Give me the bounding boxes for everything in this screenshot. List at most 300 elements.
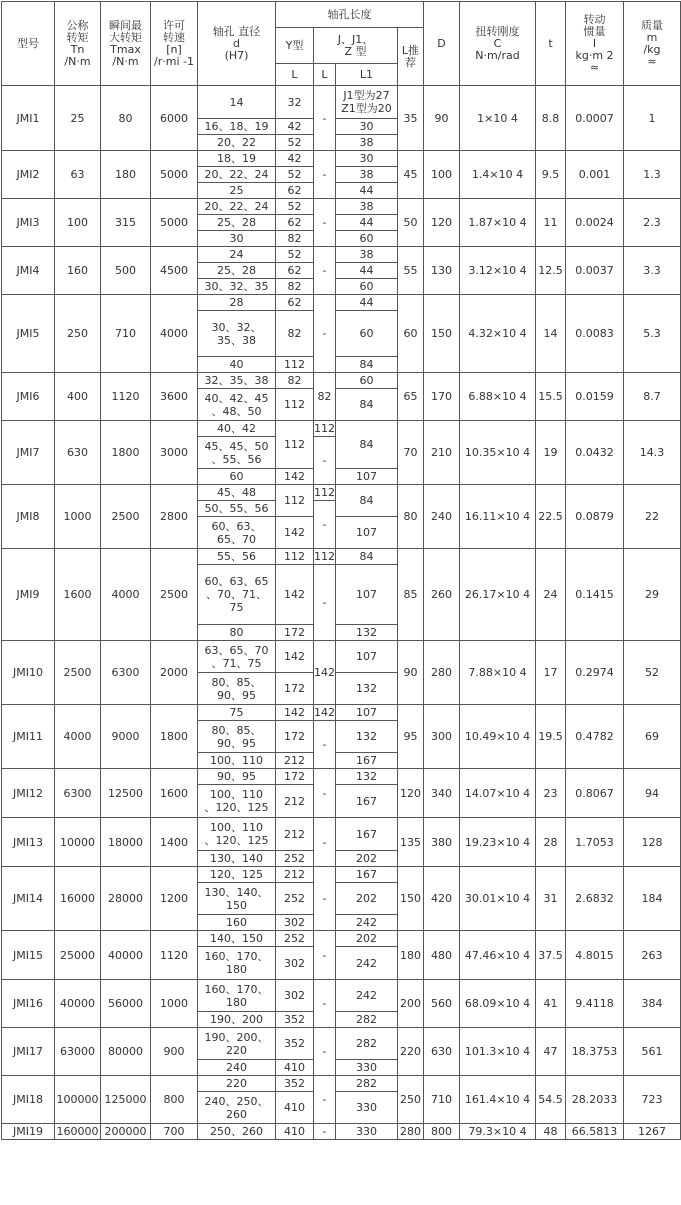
cell-tn: 100 — [55, 199, 101, 247]
cell-l-recommend: 120 — [398, 769, 424, 818]
cell-jz-l1-length: 38 — [336, 167, 398, 183]
cell-t: 22.5 — [536, 485, 566, 549]
cell-model: JMI9 — [2, 549, 55, 641]
cell-jz-l1-length: 60 — [336, 373, 398, 389]
cell-speed: 800 — [151, 1076, 198, 1124]
table-row — [2, 818, 681, 851]
table-row — [2, 199, 681, 215]
cell-bore-diameter: 160、170、 180 — [198, 980, 276, 1012]
cell-d: 560 — [424, 980, 460, 1028]
cell-speed: 2000 — [151, 641, 198, 705]
cell-mass: 29 — [624, 549, 681, 641]
cell-t: 47 — [536, 1028, 566, 1076]
cell-tmax: 4000 — [101, 549, 151, 641]
cell-jz-length: - — [314, 769, 336, 818]
cell-jz-l1-length: 202 — [336, 931, 398, 947]
cell-bore-diameter: 100、110 — [198, 753, 276, 769]
cell-tmax: 80000 — [101, 1028, 151, 1076]
cell-jz-l1-length: 30 — [336, 151, 398, 167]
header-jz-type: J、J1、 Z 型 — [314, 28, 398, 64]
cell-stiffness: 6.88×10 4 — [460, 373, 536, 421]
cell-model: JMI13 — [2, 818, 55, 867]
header-tn: 公称 转矩 Tn /N·m — [55, 2, 101, 86]
cell-speed: 5000 — [151, 151, 198, 199]
cell-stiffness: 1×10 4 — [460, 86, 536, 151]
header-l-recommend: L推 荐 — [398, 28, 424, 86]
cell-tmax: 2500 — [101, 485, 151, 549]
table-row — [2, 86, 681, 119]
cell-y-length: 82 — [276, 231, 314, 247]
cell-speed: 6000 — [151, 86, 198, 151]
cell-jz-length: - — [314, 721, 336, 769]
cell-jz-l1-length: 282 — [336, 1012, 398, 1028]
cell-t: 24 — [536, 549, 566, 641]
cell-jz-l1-length: 60 — [336, 279, 398, 295]
cell-model: JMI3 — [2, 199, 55, 247]
cell-speed: 1800 — [151, 705, 198, 769]
cell-tmax: 200000 — [101, 1124, 151, 1140]
cell-y-length: 42 — [276, 151, 314, 167]
cell-bore-diameter: 20、22、24 — [198, 199, 276, 215]
cell-t: 14 — [536, 295, 566, 373]
cell-inertia: 18.3753 — [566, 1028, 624, 1076]
cell-d: 380 — [424, 818, 460, 867]
cell-bore-diameter: 60、63、65 、70、71、 75 — [198, 565, 276, 625]
table-header — [2, 2, 681, 86]
cell-inertia: 0.2974 — [566, 641, 624, 705]
cell-stiffness: 10.35×10 4 — [460, 421, 536, 485]
cell-d: 630 — [424, 1028, 460, 1076]
coupling-spec-table — [1, 1, 681, 1140]
cell-y-length: 32 — [276, 86, 314, 119]
cell-stiffness: 3.12×10 4 — [460, 247, 536, 295]
header-jz-L1: L1 — [336, 64, 398, 86]
table-row — [2, 151, 681, 167]
cell-jz-l1-length: 107 — [336, 517, 398, 549]
cell-jz-l1-length: 167 — [336, 753, 398, 769]
cell-inertia: 9.4118 — [566, 980, 624, 1028]
cell-l-recommend: 95 — [398, 705, 424, 769]
table-row — [2, 485, 681, 501]
cell-d: 300 — [424, 705, 460, 769]
table-row — [2, 373, 681, 389]
cell-bore-diameter: 90、95 — [198, 769, 276, 785]
cell-d: 420 — [424, 867, 460, 931]
header-jz-L: L — [314, 64, 336, 86]
cell-stiffness: 19.23×10 4 — [460, 818, 536, 867]
cell-y-length: 212 — [276, 867, 314, 883]
cell-d: 800 — [424, 1124, 460, 1140]
cell-inertia: 0.0037 — [566, 247, 624, 295]
cell-model: JMI18 — [2, 1076, 55, 1124]
cell-t: 19.5 — [536, 705, 566, 769]
cell-y-length: 352 — [276, 1076, 314, 1092]
cell-speed: 4000 — [151, 295, 198, 373]
cell-bore-diameter: 16、18、19 — [198, 119, 276, 135]
cell-jz-length: 82 — [314, 373, 336, 421]
cell-y-length: 212 — [276, 785, 314, 818]
cell-tmax: 28000 — [101, 867, 151, 931]
cell-d: 210 — [424, 421, 460, 485]
cell-bore-diameter: 32、35、38 — [198, 373, 276, 389]
cell-jz-length: 112 — [314, 550, 335, 563]
cell-inertia: 1.7053 — [566, 818, 624, 867]
cell-t: 31 — [536, 867, 566, 931]
cell-inertia: 0.1415 — [566, 549, 624, 641]
cell-l-recommend: 200 — [398, 980, 424, 1028]
cell-stiffness: 1.87×10 4 — [460, 199, 536, 247]
cell-mass: 1 — [624, 86, 681, 151]
cell-y-length: 352 — [276, 1028, 314, 1060]
cell-jz-length: - — [314, 1076, 336, 1124]
cell-y-length: 52 — [276, 199, 314, 215]
cell-inertia: 0.4782 — [566, 705, 624, 769]
cell-tmax: 9000 — [101, 705, 151, 769]
table-row — [2, 980, 681, 1012]
cell-model: JMI7 — [2, 421, 55, 485]
cell-tmax: 80 — [101, 86, 151, 151]
cell-y-length: 82 — [276, 279, 314, 295]
cell-model: JMI15 — [2, 931, 55, 980]
table-row — [2, 867, 681, 883]
header-inertia: 转动 惯量 I kg·m 2 ≈ — [566, 2, 624, 86]
cell-jz-length: - — [314, 295, 336, 373]
cell-t: 8.8 — [536, 86, 566, 151]
cell-y-length: 410 — [276, 1092, 314, 1124]
cell-y-length: 142 — [276, 565, 314, 625]
cell-jz-l1-length: 38 — [336, 199, 398, 215]
cell-jz-length: - — [314, 247, 336, 295]
cell-jz-length: - — [314, 931, 336, 980]
cell-d: 100 — [424, 151, 460, 199]
cell-jz-l1-length: 84 — [336, 357, 398, 373]
header-d: D — [424, 2, 460, 86]
cell-y-length: 172 — [276, 769, 314, 785]
cell-l-recommend: 250 — [398, 1076, 424, 1124]
cell-inertia: 66.5813 — [566, 1124, 624, 1140]
cell-model: JMI5 — [2, 295, 55, 373]
cell-tmax: 180 — [101, 151, 151, 199]
cell-mass: 14.3 — [624, 421, 681, 485]
cell-jz-l1-length: 30 — [336, 119, 398, 135]
cell-bore-diameter: 14 — [198, 86, 276, 119]
cell-tn: 250 — [55, 295, 101, 373]
cell-stiffness: 26.17×10 4 — [460, 549, 536, 641]
cell-mass: 3.3 — [624, 247, 681, 295]
cell-y-length: 112 — [276, 357, 314, 373]
cell-inertia: 0.0432 — [566, 421, 624, 485]
cell-model: JMI6 — [2, 373, 55, 421]
cell-mass: 1.3 — [624, 151, 681, 199]
cell-bore-diameter: 25 — [198, 183, 276, 199]
cell-stiffness: 101.3×10 4 — [460, 1028, 536, 1076]
cell-d: 280 — [424, 641, 460, 705]
cell-tn: 2500 — [55, 641, 101, 705]
cell-l-recommend: 180 — [398, 931, 424, 980]
cell-bore-diameter: 160 — [198, 915, 276, 931]
cell-model: JMI2 — [2, 151, 55, 199]
cell-y-length: 112 — [276, 549, 314, 565]
cell-t: 11 — [536, 199, 566, 247]
cell-tn: 16000 — [55, 867, 101, 931]
cell-mass: 94 — [624, 769, 681, 818]
cell-inertia: 0.0007 — [566, 86, 624, 151]
cell-speed: 900 — [151, 1028, 198, 1076]
cell-model: JMI4 — [2, 247, 55, 295]
cell-d: 480 — [424, 931, 460, 980]
cell-t: 15.5 — [536, 373, 566, 421]
cell-jz-l1-length: 202 — [336, 851, 398, 867]
cell-tn: 100000 — [55, 1076, 101, 1124]
cell-y-length: 82 — [276, 373, 314, 389]
cell-t: 41 — [536, 980, 566, 1028]
table-body — [2, 86, 681, 1140]
cell-bore-diameter: 20、22、24 — [198, 167, 276, 183]
cell-bore-diameter: 20、22 — [198, 135, 276, 151]
cell-bore-diameter: 190、200、 220 — [198, 1028, 276, 1060]
cell-bore-diameter: 130、140 — [198, 851, 276, 867]
cell-bore-diameter: 25、28 — [198, 215, 276, 231]
cell-jz-l1-length: 84 — [336, 389, 398, 421]
cell-tmax: 56000 — [101, 980, 151, 1028]
cell-jz-l1-length: 107 — [336, 469, 398, 485]
cell-bore-diameter: 130、140、 150 — [198, 883, 276, 915]
cell-bore-diameter: 45、48 — [198, 485, 276, 501]
cell-inertia: 0.0879 — [566, 485, 624, 549]
cell-y-length: 172 — [276, 721, 314, 753]
cell-jz-length: - — [314, 501, 336, 549]
cell-stiffness: 30.01×10 4 — [460, 867, 536, 931]
cell-jz-l1-length: 60 — [336, 311, 398, 357]
cell-jz-l1-length: 132 — [336, 673, 398, 705]
cell-mass: 561 — [624, 1028, 681, 1076]
cell-bore-diameter: 63、65、70 、71、75 — [198, 641, 276, 673]
cell-l-recommend: 135 — [398, 818, 424, 867]
cell-stiffness: 47.46×10 4 — [460, 931, 536, 980]
cell-tmax: 125000 — [101, 1076, 151, 1124]
cell-d: 340 — [424, 769, 460, 818]
cell-tn: 630 — [55, 421, 101, 485]
cell-jz-l1-length: 202 — [336, 883, 398, 915]
cell-tn: 1000 — [55, 485, 101, 549]
cell-jz-length: - — [314, 980, 336, 1028]
cell-bore-diameter: 50、55、56 — [198, 501, 276, 517]
cell-jz-l1-length: 242 — [336, 915, 398, 931]
cell-mass: 723 — [624, 1076, 681, 1124]
header-bore-length: 轴孔长度 — [276, 2, 424, 28]
cell-l-recommend: 85 — [398, 549, 424, 641]
cell-bore-diameter: 30 — [198, 231, 276, 247]
cell-bore-diameter: 45、45、50 、55、56 — [198, 437, 276, 469]
cell-bore-diameter: 60、63、 65、70 — [198, 517, 276, 549]
cell-y-length: 62 — [276, 215, 314, 231]
cell-y-length: 112 — [276, 421, 314, 469]
cell-y-length: 62 — [276, 263, 314, 279]
cell-y-length: 82 — [276, 311, 314, 357]
cell-y-length: 52 — [276, 135, 314, 151]
cell-bore-diameter: 40、42 — [198, 421, 276, 437]
cell-jz-l1-length: 132 — [336, 769, 398, 785]
cell-jz-length: 142 — [314, 706, 335, 719]
cell-y-length: 112 — [276, 389, 314, 421]
cell-y-length: 212 — [276, 818, 314, 851]
cell-t: 28 — [536, 818, 566, 867]
cell-jz-l1-length: 167 — [336, 785, 398, 818]
cell-l-recommend: 150 — [398, 867, 424, 931]
cell-bore-diameter: 100、110 、120、125 — [198, 785, 276, 818]
header-y-type: Y型 — [276, 28, 314, 64]
cell-mass: 128 — [624, 818, 681, 867]
cell-tn: 63 — [55, 151, 101, 199]
cell-model: JMI16 — [2, 980, 55, 1028]
table-row — [2, 549, 681, 565]
cell-bore-diameter: 60 — [198, 469, 276, 485]
cell-bore-diameter: 140、150 — [198, 931, 276, 947]
cell-y-length: 302 — [276, 947, 314, 980]
cell-mass: 5.3 — [624, 295, 681, 373]
cell-bore-diameter: 100、110 、120、125 — [198, 818, 276, 851]
cell-tn: 160 — [55, 247, 101, 295]
cell-tmax: 710 — [101, 295, 151, 373]
cell-jz-l1-length: 107 — [336, 641, 398, 673]
cell-stiffness: 10.49×10 4 — [460, 705, 536, 769]
cell-speed: 3000 — [151, 421, 198, 485]
cell-y-length: 172 — [276, 673, 314, 705]
cell-mass: 22 — [624, 485, 681, 549]
cell-y-length: 52 — [276, 247, 314, 263]
cell-t: 48 — [536, 1124, 566, 1140]
cell-jz-length: - — [314, 437, 336, 485]
cell-tn: 25000 — [55, 931, 101, 980]
header-tmax: 瞬间最 大转矩 Tmax /N·m — [101, 2, 151, 86]
cell-stiffness: 16.11×10 4 — [460, 485, 536, 549]
cell-t: 19 — [536, 421, 566, 485]
cell-jz-l1-length: 167 — [336, 818, 398, 851]
cell-jz-length: 112 — [314, 422, 335, 435]
cell-y-length: 142 — [276, 705, 314, 721]
cell-jz-length: - — [314, 151, 336, 199]
cell-tn: 1600 — [55, 549, 101, 641]
cell-speed: 1120 — [151, 931, 198, 980]
table-row — [2, 1124, 681, 1140]
cell-y-length: 142 — [276, 517, 314, 549]
cell-y-length: 172 — [276, 625, 314, 641]
cell-d: 130 — [424, 247, 460, 295]
cell-l-recommend: 55 — [398, 247, 424, 295]
cell-bore-diameter: 30、32、 35、38 — [198, 311, 276, 357]
cell-bore-diameter: 80、85、 90、95 — [198, 721, 276, 753]
cell-jz-l1-length: J1型为27 Z1型为20 — [336, 86, 398, 119]
table-row — [2, 705, 681, 721]
cell-bore-diameter: 28 — [198, 295, 276, 311]
cell-jz-l1-length: 167 — [336, 867, 398, 883]
header-y-L: L — [276, 64, 314, 86]
cell-bore-diameter: 250、260 — [198, 1124, 276, 1140]
cell-y-length: 302 — [276, 915, 314, 931]
cell-stiffness: 68.09×10 4 — [460, 980, 536, 1028]
cell-l-recommend: 220 — [398, 1028, 424, 1076]
table-row — [2, 641, 681, 673]
header-t: t — [536, 2, 566, 86]
cell-jz-l1-length: 132 — [336, 625, 398, 641]
cell-l-recommend: 60 — [398, 295, 424, 373]
cell-jz-l1-length: 38 — [336, 247, 398, 263]
table-row — [2, 1076, 681, 1092]
cell-mass: 1267 — [624, 1124, 681, 1140]
cell-tn: 10000 — [55, 818, 101, 867]
cell-y-length: 42 — [276, 119, 314, 135]
cell-jz-l1-length: 330 — [336, 1092, 398, 1124]
cell-mass: 384 — [624, 980, 681, 1028]
cell-jz-l1-length: 84 — [336, 485, 398, 517]
cell-inertia: 0.0083 — [566, 295, 624, 373]
cell-stiffness: 1.4×10 4 — [460, 151, 536, 199]
cell-jz-l1-length: 44 — [336, 295, 398, 311]
cell-tmax: 40000 — [101, 931, 151, 980]
cell-bore-diameter: 120、125 — [198, 867, 276, 883]
cell-bore-diameter: 55、56 — [198, 549, 276, 565]
table-row — [2, 247, 681, 263]
cell-d: 170 — [424, 373, 460, 421]
table-row — [2, 1028, 681, 1060]
cell-y-length: 410 — [276, 1060, 314, 1076]
cell-t: 9.5 — [536, 151, 566, 199]
cell-speed: 1600 — [151, 769, 198, 818]
cell-l-recommend: 65 — [398, 373, 424, 421]
cell-speed: 700 — [151, 1124, 198, 1140]
cell-l-recommend: 280 — [398, 1124, 424, 1140]
cell-stiffness: 79.3×10 4 — [460, 1124, 536, 1140]
header-model: 型号 — [2, 2, 55, 86]
cell-bore-diameter: 40、42、45 、48、50 — [198, 389, 276, 421]
cell-l-recommend: 45 — [398, 151, 424, 199]
cell-jz-l1-length: 132 — [336, 721, 398, 753]
cell-speed: 2800 — [151, 485, 198, 549]
cell-bore-diameter: 30、32、35 — [198, 279, 276, 295]
cell-jz-l1-length: 330 — [336, 1060, 398, 1076]
cell-mass: 2.3 — [624, 199, 681, 247]
cell-mass: 69 — [624, 705, 681, 769]
cell-tn: 63000 — [55, 1028, 101, 1076]
cell-jz-l1-length: 330 — [336, 1124, 398, 1140]
cell-tn: 400 — [55, 373, 101, 421]
cell-model: JMI8 — [2, 485, 55, 549]
cell-jz-length: - — [314, 1124, 336, 1140]
cell-jz-l1-length: 44 — [336, 183, 398, 199]
cell-inertia: 0.8067 — [566, 769, 624, 818]
cell-y-length: 352 — [276, 1012, 314, 1028]
cell-y-length: 62 — [276, 183, 314, 199]
cell-t: 12.5 — [536, 247, 566, 295]
cell-stiffness: 161.4×10 4 — [460, 1076, 536, 1124]
cell-speed: 5000 — [151, 199, 198, 247]
cell-d: 150 — [424, 295, 460, 373]
cell-t: 23 — [536, 769, 566, 818]
cell-bore-diameter: 80、85、 90、95 — [198, 673, 276, 705]
cell-y-length: 52 — [276, 167, 314, 183]
cell-tmax: 315 — [101, 199, 151, 247]
cell-t: 37.5 — [536, 931, 566, 980]
cell-jz-length: - — [314, 867, 336, 931]
cell-tn: 6300 — [55, 769, 101, 818]
cell-tmax: 1120 — [101, 373, 151, 421]
cell-jz-length: - — [314, 818, 336, 867]
cell-tmax: 12500 — [101, 769, 151, 818]
cell-mass: 184 — [624, 867, 681, 931]
cell-stiffness: 4.32×10 4 — [460, 295, 536, 373]
cell-jz-length: - — [314, 565, 336, 641]
cell-jz-l1-length: 282 — [336, 1076, 398, 1092]
